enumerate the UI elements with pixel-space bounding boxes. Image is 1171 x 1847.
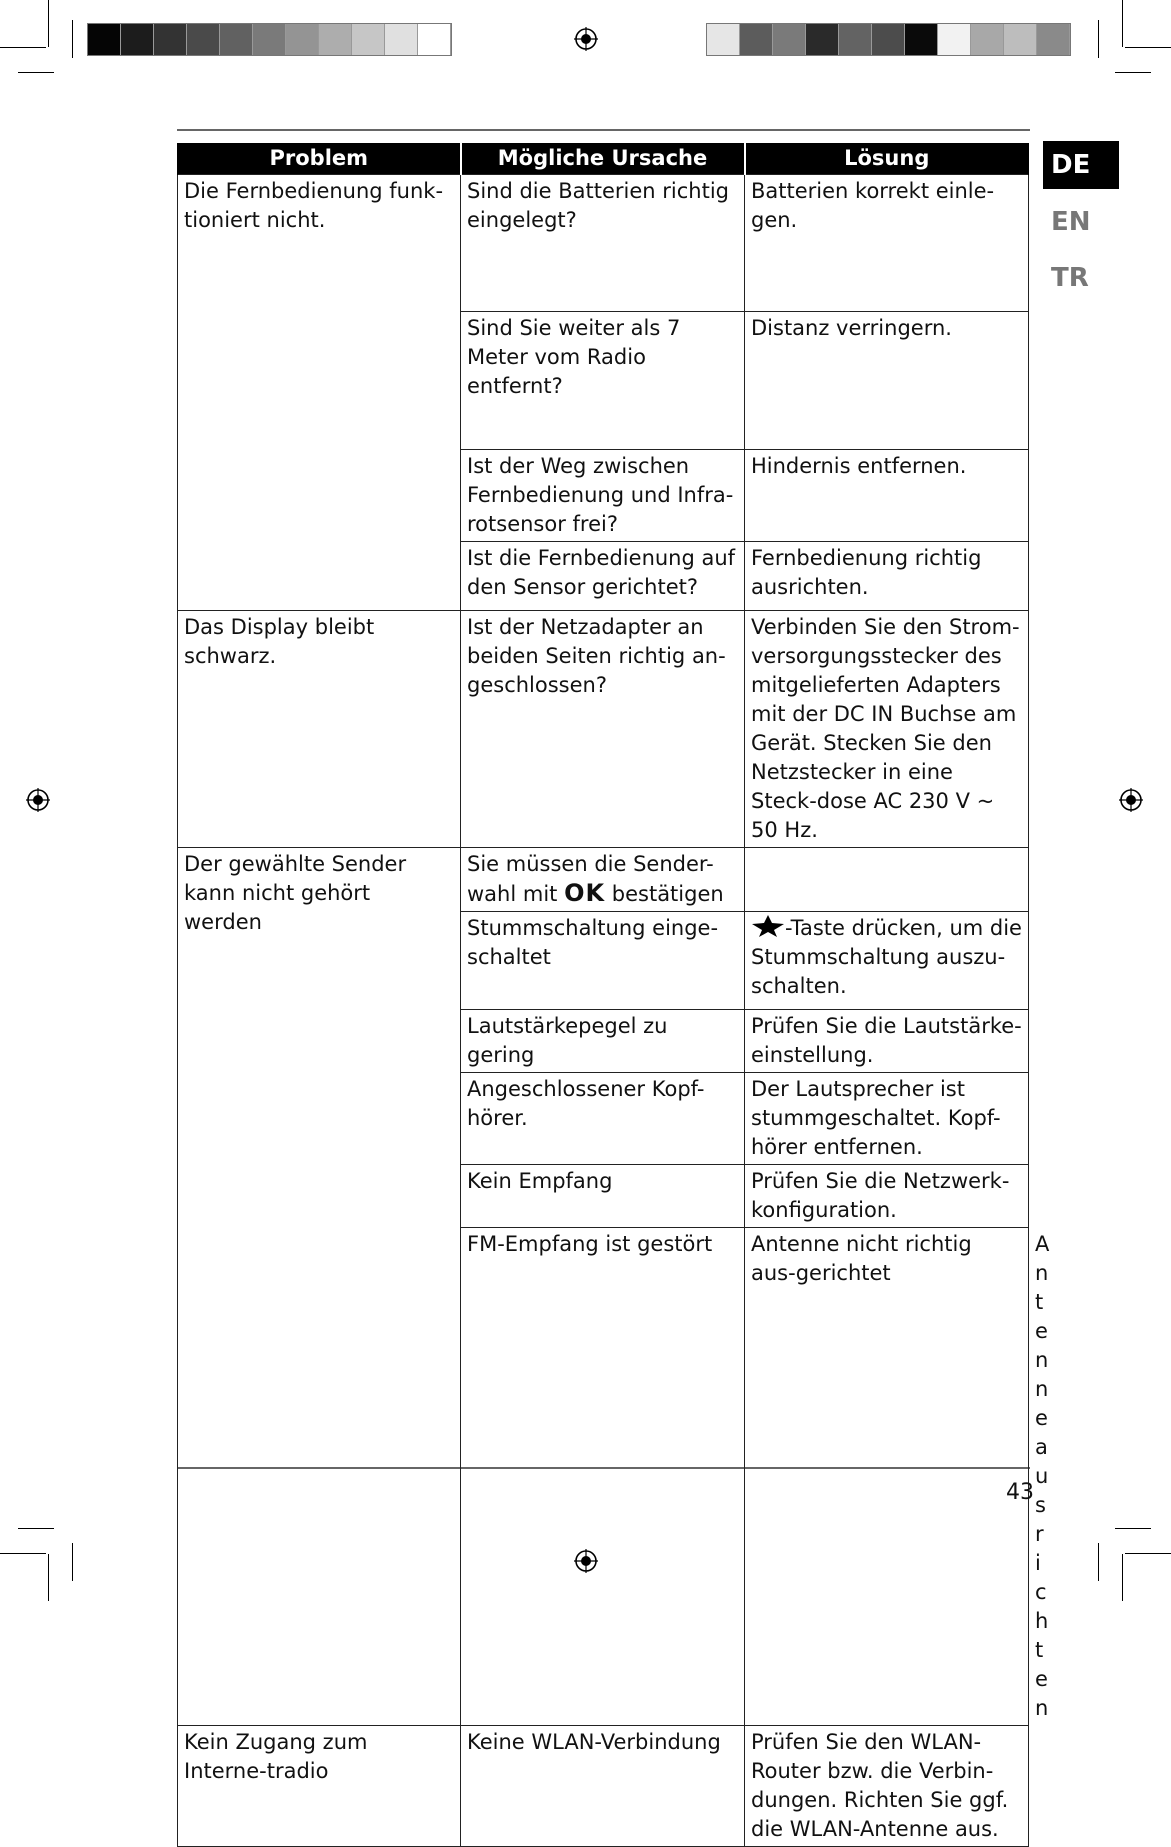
registration-mark-icon [574, 27, 598, 51]
language-tab-tr: TR [1051, 263, 1089, 293]
color-swatch [1004, 24, 1037, 55]
problem-cell: Der gewählte Sender kann nicht gehört werden [178, 848, 461, 1726]
color-swatch [154, 24, 187, 55]
registration-mark-icon [26, 788, 50, 812]
color-swatch [1037, 24, 1070, 55]
solution-text: -Taste drücken, um die Stummschaltung auszu-schalten. [751, 916, 1022, 998]
color-swatch [121, 24, 154, 55]
solution-cell: Verbinden Sie den Strom-versorgungsstecker des mitgelieferten Adapters mit der DC IN Buchse am Gerät. Stecken Sie den Netzstecker in eine Steck-dose AC 230 V ~ 50 Hz. [745, 611, 1029, 848]
color-swatch [220, 24, 253, 55]
cause-cell: Sind die Batterien richtig eingelegt? [461, 175, 745, 312]
crop-mark [1115, 72, 1151, 73]
color-swatch [187, 24, 220, 55]
crop-mark [1125, 1553, 1171, 1554]
table-row [178, 175, 1029, 312]
color-swatch [707, 24, 740, 55]
crop-mark [18, 72, 54, 73]
page-number: 43 [1006, 1480, 1034, 1505]
header-solution: Lösung [745, 143, 1029, 175]
color-swatch [773, 24, 806, 55]
color-swatch [839, 24, 872, 55]
color-swatch [253, 24, 286, 55]
color-swatch [385, 24, 418, 55]
color-swatch [971, 24, 1004, 55]
problem-cell: FM-Empfang ist gestört [461, 1228, 745, 1726]
color-swatch [418, 24, 451, 55]
cause-cell: Ist der Weg zwischen Fernbedienung und Infra-rotsensor frei? [461, 450, 745, 542]
table-row [178, 848, 1029, 912]
cause-cell: Stummschaltung einge-schaltet [461, 912, 745, 1010]
color-swatch [806, 24, 839, 55]
header-problem: Problem [178, 143, 461, 175]
crop-mark [1122, 0, 1123, 47]
color-swatch [740, 24, 773, 55]
color-swatch [872, 24, 905, 55]
language-tab-de: DE [1043, 141, 1119, 189]
language-tab-en: EN [1051, 207, 1091, 237]
crop-mark [1122, 1554, 1123, 1601]
header-cause: Mögliche Ursache [461, 143, 745, 175]
color-swatch [905, 24, 938, 55]
crop-mark [1115, 1528, 1151, 1529]
solution-cell [745, 912, 1029, 1010]
solution-cell: Hindernis entfernen. [745, 450, 1029, 542]
color-swatch [319, 24, 352, 55]
solution-cell: Prüfen Sie den WLAN-Router bzw. die Verbin-dungen. Richten Sie ggf. die WLAN-Antenne aus. [745, 1726, 1029, 1847]
crop-mark [1098, 20, 1099, 58]
color-swatch [286, 24, 319, 55]
color-swatch [88, 24, 121, 55]
mute-key-icon [751, 914, 785, 938]
crop-mark [1098, 1543, 1099, 1581]
cause-cell: Ist der Netzadapter an beiden Seiten richtig an-geschlossen? [461, 611, 745, 848]
cause-text: bestätigen [611, 882, 724, 906]
problem-cell: Das Display bleibt schwarz. [178, 611, 461, 848]
problem-cell: Die Fernbedienung funk-tioniert nicht. [178, 175, 461, 611]
cause-cell [461, 848, 745, 912]
cause-cell: Sind Sie weiter als 7 Meter vom Radio entfernt? [461, 312, 745, 450]
color-calibration-bar [87, 23, 452, 56]
crop-mark [0, 47, 46, 48]
table-row [178, 611, 1029, 848]
color-swatch [352, 24, 385, 55]
solution-cell: Batterien korrekt einle-gen. [745, 175, 1029, 312]
solution-cell [745, 848, 1029, 912]
table-row [178, 1726, 1029, 1847]
solution-cell: Prüfen Sie die Netzwerk-konfiguration. [745, 1165, 1029, 1228]
cause-cell: Kein Empfang [461, 1165, 745, 1228]
solution-cell: Der Lautsprecher ist stummgeschaltet. Kopf-hörer entfernen. [745, 1073, 1029, 1165]
crop-mark [72, 1543, 73, 1581]
crop-mark [0, 1553, 46, 1554]
problem-cell: Kein Zugang zum Interne-tradio [178, 1726, 461, 1847]
troubleshooting-table [177, 143, 1050, 1847]
cause-cell: Keine WLAN-Verbindung [461, 1726, 745, 1847]
registration-mark-icon [1119, 788, 1143, 812]
crop-mark [18, 1528, 54, 1529]
table-row: FM-Empfang ist gestört Antenne nicht richtig aus-gerichtet Antenne ausrichten [178, 1228, 1029, 1726]
color-swatch [938, 24, 971, 55]
cause-text: Sie müssen die Sender-wahl mit [467, 852, 714, 906]
solution-cell: Fernbedienung richtig ausrichten. [745, 542, 1029, 611]
solution-cell: Prüfen Sie die Lautstärke-einstellung. [745, 1010, 1029, 1073]
solution-cell: Distanz verringern. [745, 312, 1029, 450]
crop-mark [72, 20, 73, 58]
cause-cell: Ist die Fernbedienung auf den Sensor gerichtet? [461, 542, 745, 611]
cause-cell: Antenne nicht richtig aus-gerichtet [745, 1228, 1029, 1726]
color-calibration-bar [706, 23, 1071, 56]
cause-cell: Lautstärkepegel zu gering [461, 1010, 745, 1073]
crop-mark [48, 0, 49, 47]
top-rule [177, 129, 1030, 131]
cause-cell: Angeschlossener Kopf-hörer. [461, 1073, 745, 1165]
crop-mark [1125, 47, 1171, 48]
crop-mark [48, 1554, 49, 1601]
table-header-row [178, 143, 1029, 175]
ok-button-icon: OK [564, 879, 606, 907]
